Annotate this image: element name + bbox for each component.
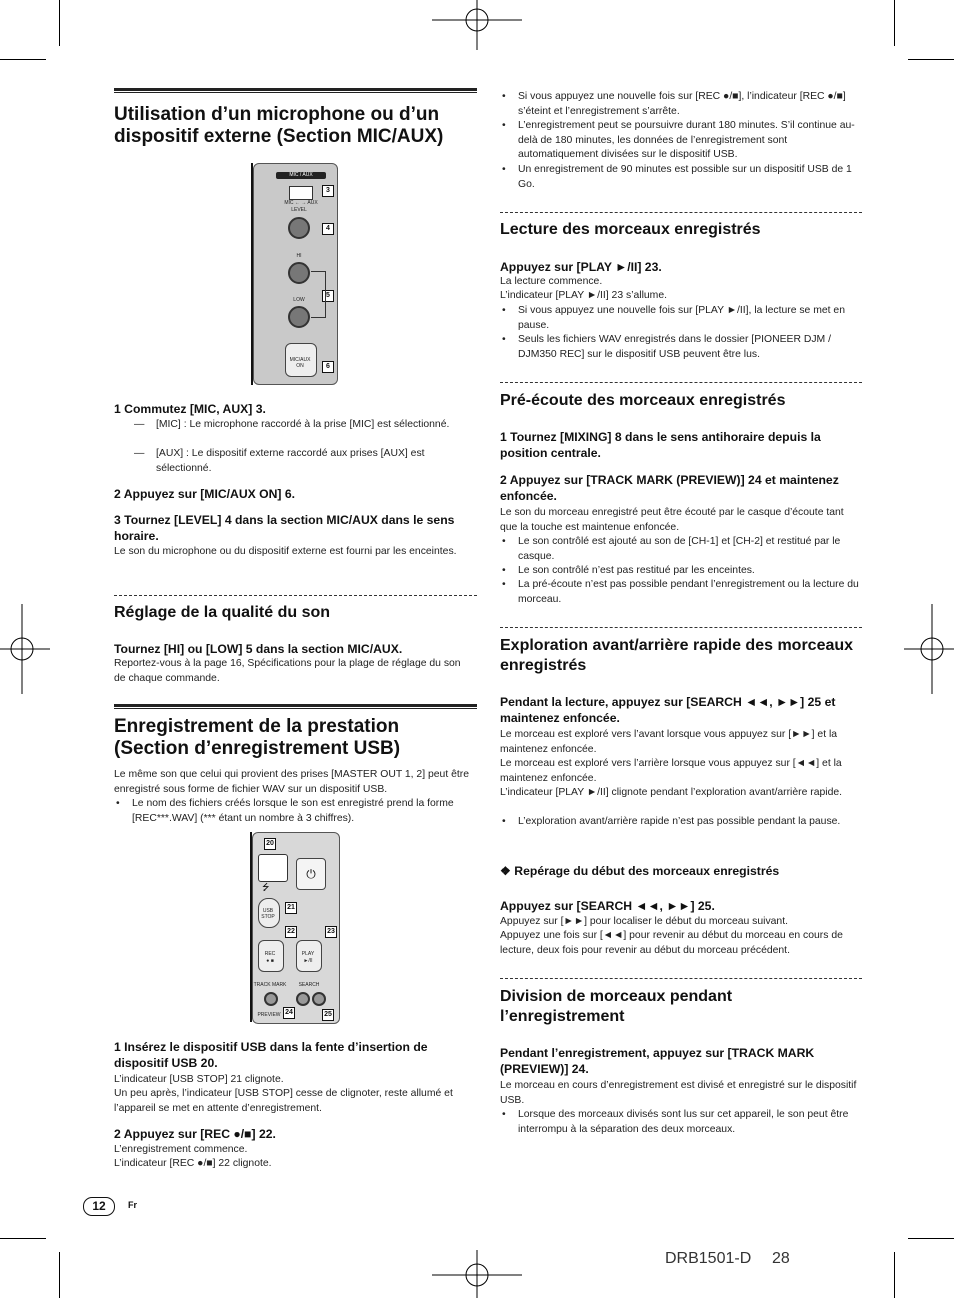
- low-label: LOW: [293, 297, 305, 303]
- step: 3 Tournez [LEVEL] 4 dans la section MIC/AUX dans le sens horaire.: [114, 513, 455, 543]
- crop-mark: [59, 0, 60, 46]
- registration-mark: [0, 604, 50, 694]
- doc-code: DRB1501-D: [665, 1250, 752, 1267]
- track-mark-button[interactable]: [264, 992, 278, 1006]
- hi-label: HI: [296, 253, 302, 259]
- power-button[interactable]: ⏻: [296, 858, 326, 890]
- bullet: • L’exploration avant/arrière rapide n’est pas possible pendant la pause.: [500, 815, 863, 830]
- body-text: Appuyez sur [►►] pour localiser le début du morceau suivant.: [500, 916, 788, 927]
- preview-label: PREVIEW: [257, 1012, 281, 1018]
- registration-mark: [904, 604, 954, 694]
- dashed-divider: [500, 978, 862, 979]
- rec-symbol: ● ■: [266, 958, 274, 964]
- subsection-title: Exploration avant/arrière rapide des morceaux enregistrés: [500, 637, 854, 674]
- panel-header: MIC / AUX: [276, 172, 326, 179]
- step: Tournez [HI] ou [LOW] 5 dans la section MIC/AUX.: [114, 642, 403, 656]
- callout-25: 25: [322, 1009, 334, 1021]
- body-text: Le morceau en cours d’enregistrement est divisé et enregistré sur le dispositif USB.: [500, 1080, 857, 1106]
- bullet: • Le son contrôlé est ajouté au son de [CH-1] et [CH-2] et restitué par le casque.: [500, 535, 863, 564]
- play-label: PLAY: [301, 951, 315, 957]
- registration-mark: [432, 0, 522, 50]
- section-title: Enregistrement de la prestation (Section d’enregistrement USB): [114, 716, 401, 759]
- dashed-divider: [500, 212, 862, 213]
- callout-23: 23: [325, 926, 337, 938]
- step: 1 Commutez [MIC, AUX] 3.: [114, 402, 266, 416]
- subsection-title: Division de morceaux pendant l’enregistrement: [500, 988, 733, 1025]
- body-text: L’indicateur [PLAY ►/II] clignote pendant l’exploration avant/arrière rapide.: [500, 787, 843, 798]
- bullet: • Si vous appuyez une nouvelle fois sur [PLAY ►/II], la lecture se met en pause.: [500, 304, 863, 333]
- level-knob[interactable]: [288, 217, 310, 239]
- mic-aux-on-label: MIC/AUX ON: [289, 357, 311, 369]
- section-rule: [114, 88, 477, 93]
- step: 1 Tournez [MIXING] 8 dans le sens antihoraire depuis la position centrale.: [500, 430, 821, 460]
- body-text: La lecture commence.: [500, 276, 603, 287]
- callout-20: 20: [264, 838, 276, 850]
- callout-5: 5: [322, 290, 334, 302]
- body-text: Le son du microphone ou du dispositif externe est fourni par les enceintes.: [114, 546, 457, 557]
- search-rev-button[interactable]: [296, 992, 310, 1006]
- crop-mark: [894, 0, 895, 46]
- section-title: Utilisation d’un microphone ou d’un dispositif externe (Section MIC/AUX): [114, 104, 444, 147]
- search-label: SEARCH: [298, 982, 320, 988]
- callout-22: 22: [285, 926, 297, 938]
- step: 2 Appuyez sur [MIC/AUX ON] 6.: [114, 487, 296, 501]
- body-text: Appuyez une fois sur [◄◄] pour revenir au début du morceau en cours de lecture, deux fois pour revenir au début du morceau précédent.: [500, 930, 843, 956]
- body-text: Un peu après, l’indicateur [USB STOP] cesse de clignoter, reste allumé et l’appareil se met en attente d’enregistrement.: [114, 1088, 453, 1114]
- callout-24: 24: [283, 1007, 295, 1019]
- step: 2 Appuyez sur [REC ●/■] 22.: [114, 1127, 276, 1141]
- crop-mark: [0, 59, 46, 60]
- page-number: 12: [83, 1197, 115, 1216]
- low-knob[interactable]: [288, 306, 310, 328]
- step: Pendant l’enregistrement, appuyez sur [TRACK MARK (PREVIEW)] 24.: [500, 1046, 815, 1076]
- callout-3: 3: [322, 185, 334, 197]
- rec-label: REC: [264, 951, 276, 957]
- crop-mark: [894, 1252, 895, 1298]
- hi-knob[interactable]: [288, 262, 310, 284]
- level-label: LEVEL: [291, 207, 307, 213]
- usb-icon: ⭍: [262, 882, 270, 892]
- usb-stop-label: USB STOP: [261, 908, 275, 920]
- sub-heading: ❖ Repérage du début des morceaux enregistrés: [500, 864, 780, 878]
- step: 2 Appuyez sur [TRACK MARK (PREVIEW)] 24 et maintenez enfoncée.: [500, 473, 839, 503]
- body-text: Le morceau est exploré vers l’avant lorsque vous appuyez sur [►►] et la maintenez enfoncée.: [500, 729, 838, 755]
- step: Pendant la lecture, appuyez sur [SEARCH ◄◄, ►►] 25 et maintenez enfoncée.: [500, 695, 836, 725]
- step: Appuyez sur [PLAY ►/II] 23.: [500, 260, 662, 274]
- crop-mark: [0, 1238, 46, 1239]
- doc-number: 28: [772, 1250, 790, 1267]
- track-mark-label: TRACK MARK: [253, 982, 287, 988]
- subsection-title: Réglage de la qualité du son: [114, 604, 331, 621]
- search-fwd-button[interactable]: [312, 992, 326, 1006]
- bullet: • L’enregistrement peut se poursuivre durant 180 minutes. S’il continue au-delà de 180 minutes, les données de l’enregistrement sont automatiquement divisées sur le dispositif USB.: [500, 119, 863, 163]
- dash-item: — [AUX] : Le dispositif externe raccordé aux prises [AUX] est sélectionné.: [134, 447, 476, 476]
- language-code: Fr: [128, 1200, 137, 1210]
- bullet: • Le son contrôlé n’est pas restitué par les enceintes.: [500, 564, 863, 579]
- body-text: L’indicateur [USB STOP] 21 clignote.: [114, 1074, 284, 1085]
- bullet: • Un enregistrement de 90 minutes est possible sur un dispositif USB de 1 Go.: [500, 163, 863, 192]
- bullet: • Le nom des fichiers créés lorsque le son est enregistré prend la forme [REC***.WAV] (*** étant un nombre à 3 chiffres).: [114, 797, 474, 826]
- mic-aux-panel-figure: [251, 163, 341, 385]
- body-text: Le morceau est exploré vers l’arrière lorsque vous appuyez sur [◄◄] et la maintenez enfoncée.: [500, 758, 842, 784]
- step: Appuyez sur [SEARCH ◄◄, ►►] 25.: [500, 899, 715, 913]
- callout-6: 6: [322, 361, 334, 373]
- body-text: L’indicateur [PLAY ►/II] 23 s’allume.: [500, 290, 667, 301]
- bullet: • La pré-écoute n’est pas possible pendant l’enregistrement ou la lecture du morceau.: [500, 578, 863, 607]
- body-text: Le son du morceau enregistré peut être écouté par le casque d’écoute tant que la touche est maintenue enfoncée.: [500, 507, 844, 533]
- dashed-divider: [500, 382, 862, 383]
- dash-item: — [MIC] : Le microphone raccordé à la prise [MIC] est sélectionné.: [134, 418, 476, 433]
- subsection-title: Lecture des morceaux enregistrés: [500, 221, 761, 238]
- crop-mark: [908, 1238, 954, 1239]
- body-text: Le même son que celui qui provient des prises [MASTER OUT 1, 2] peut être enregistré sous forme de fichier WAV sur un dispositif USB.: [114, 769, 469, 795]
- bullet: • Lorsque des morceaux divisés sont lus sur cet appareil, le son peut être interrompu à la séparation des deux morceaux.: [500, 1108, 863, 1137]
- registration-mark: [432, 1250, 522, 1298]
- bullet: • Seuls les fichiers WAV enregistrés dans le dossier [PIONEER DJM / DJM350 REC] sur le dispositif USB peuvent être lus.: [500, 333, 863, 362]
- usb-slot[interactable]: [258, 854, 288, 882]
- callout-21: 21: [285, 902, 297, 914]
- usb-panel-figure: [250, 832, 342, 1024]
- play-symbol: ►/II: [303, 958, 313, 964]
- body-text: L’indicateur [REC ●/■] 22 clignote.: [114, 1158, 272, 1169]
- crop-mark: [908, 59, 954, 60]
- crop-mark: [59, 1252, 60, 1298]
- dashed-divider: [114, 595, 477, 596]
- step: 1 Insérez le dispositif USB dans la fente d’insertion de dispositif USB 20.: [114, 1040, 428, 1070]
- bullet: • Si vous appuyez une nouvelle fois sur [REC ●/■], l’indicateur [REC ●/■] s’éteint et l’enregistrement s’arrête.: [500, 90, 863, 119]
- mic-aux-switch[interactable]: [289, 186, 313, 200]
- switch-label: MIC ← → AUX: [284, 200, 318, 206]
- dashed-divider: [500, 627, 862, 628]
- section-rule: [114, 704, 477, 709]
- body-text: L’enregistrement commence.: [114, 1144, 248, 1155]
- subsection-title: Pré-écoute des morceaux enregistrés: [500, 392, 786, 409]
- body-text: Reportez-vous à la page 16, Spécifications pour la plage de réglage du son de chaque commande.: [114, 658, 461, 684]
- callout-4: 4: [322, 223, 334, 235]
